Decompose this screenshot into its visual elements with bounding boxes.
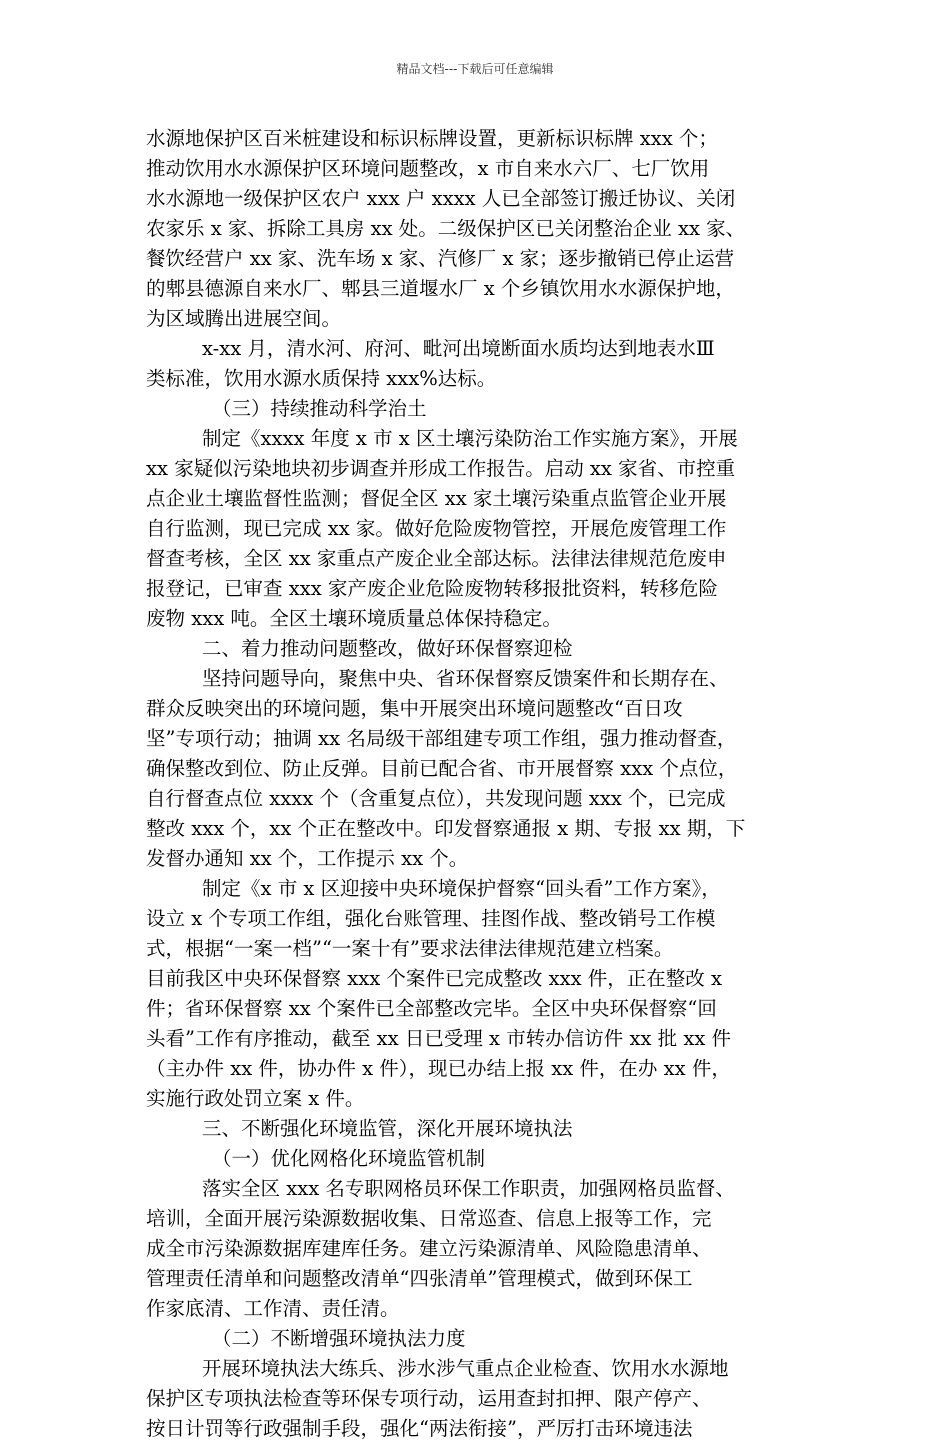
text-line: 整改 xxx 个，xx 个正在整改中。印发督察通报 x 期、专报 xx 期，下: [146, 817, 746, 840]
text-line: 实施行政处罚立案 x 件。: [146, 1087, 365, 1110]
text-line: 落实全区 xxx 名专职网格员环保工作职责，加强网格员监督、: [202, 1177, 735, 1200]
text-line: 二、着力推动问题整改，做好环保督察迎检: [202, 637, 573, 660]
text-line: 农家乐 x 家、拆除工具房 xx 处。二级保护区已关闭整治企业 xx 家、: [146, 217, 746, 240]
text-line: 餐饮经营户 xx 家、洗车场 x 家、汽修厂 x 家；逐步撤销已停止运营: [146, 247, 735, 270]
text-line: 的郫县德源自来水厂、郫县三道堰水厂 x 个乡镇饮用水水源保护地，: [146, 277, 735, 300]
text-line: （一）优化网格化环境监管机制: [212, 1147, 486, 1170]
text-line: 头看”工作有序推动，截至 xx 日已受理 x 市转办信访件 xx 批 xx 件: [146, 1027, 732, 1050]
text-line: xx 家疑似污染地块初步调查并形成工作报告。启动 xx 家省、市控重: [146, 457, 736, 480]
text-line: 自行监测，现已完成 xx 家。做好危险废物管控，开展危废管理工作: [146, 517, 727, 540]
text-line: 管理责任清单和问题整改清单“四张清单”管理模式，做到环保工: [146, 1267, 693, 1290]
text-line: （主办件 xx 件，协办件 x 件），现已办结上报 xx 件，在办 xx 件，: [146, 1057, 731, 1080]
text-line: 水源地保护区百米桩建设和标识标牌设置，更新标识标牌 xxx 个；: [146, 127, 718, 150]
text-line: 水水源地一级保护区农户 xxx 户 xxxx 人已全部签订搬迁协议、关闭: [146, 187, 736, 210]
text-line: 坚持问题导向，聚焦中央、省环保督察反馈案件和长期存在、: [202, 667, 729, 690]
text-line: （三）持续推动科学治土: [212, 397, 427, 420]
text-line: 坚”专项行动；抽调 xx 名局级干部组建专项工作组，强力推动督查，: [146, 727, 737, 750]
text-line: 成全市污染源数据库建库任务。建立污染源清单、风险隐患清单、: [146, 1237, 712, 1260]
text-line: 按日计罚等行政强制手段，强化“两法衔接”，严厉打击环境违法: [146, 1417, 693, 1440]
text-line: 制定《x 市 x 区迎接中央环境保护督察“回头看”工作方案》，: [202, 877, 721, 900]
text-line: 确保整改到位、防止反弹。目前已配合省、市开展督察 xxx 个点位，: [146, 757, 738, 780]
text-line: 点企业土壤监督性监测；督促全区 xx 家土壤污染重点监管企业开展: [146, 487, 727, 510]
text-line: 三、不断强化环境监管，深化开展环境执法: [202, 1117, 573, 1140]
text-line: 作家底清、工作清、责任清。: [146, 1297, 400, 1320]
text-line: 目前我区中央环保督察 xxx 个案件已完成整改 xxx 件，正在整改 x: [146, 967, 722, 990]
text-line: 培训，全面开展污染源数据收集、日常巡查、信息上报等工作，完: [146, 1207, 712, 1230]
text-line: 自行督查点位 xxxx 个（含重复点位），共发现问题 xxx 个，已完成: [146, 787, 726, 810]
document-body: [146, 124, 808, 1444]
text-line: 群众反映突出的环境问题，集中开展突出环境问题整改“百日攻: [146, 697, 683, 720]
text-line: 保护区专项执法检查等环保专项行动，运用查封扣押、限产停产、: [146, 1387, 712, 1410]
text-line: 设立 x 个专项工作组，强化台账管理、挂图作战、整改销号工作模: [146, 907, 716, 930]
text-line: 报登记，已审查 xxx 家产废企业危险废物转移报批资料，转移危险: [146, 577, 718, 600]
text-line: 督查考核，全区 xx 家重点产废企业全部达标。法律法律规范危废申: [146, 547, 727, 570]
text-line: 制定《xxxx 年度 x 市 x 区土壤污染防治工作实施方案》，开展: [202, 427, 738, 450]
page-header: 精品文档---下载后可任意编辑: [396, 62, 554, 76]
text-line: 发督办通知 xx 个，工作提示 xx 个。: [146, 847, 469, 870]
text-line: 件；省环保督察 xx 个案件已全部整改完毕。全区中央环保督察“回: [146, 997, 717, 1020]
text-line: 为区域腾出进展空间。: [146, 307, 342, 330]
text-line: x-xx 月，清水河、府河、毗河出境断面水质均达到地表水Ⅲ: [202, 337, 715, 360]
text-line: 开展环境执法大练兵、涉水涉气重点企业检查、饮用水水源地: [202, 1357, 729, 1380]
text-line: 废物 xxx 吨。全区土壤环境质量总体保持稳定。: [146, 607, 562, 630]
text-line: （二）不断增强环境执法力度: [212, 1327, 466, 1350]
text-line: 推动饮用水水源保护区环境问题整改，x 市自来水六厂、七厂饮用: [146, 157, 710, 180]
text-line: 式，根据“一案一档”“一案十有”要求法律法律规范建立档案。: [146, 937, 674, 960]
text-line: 类标准，饮用水源水质保持 xxx%达标。: [146, 367, 497, 390]
